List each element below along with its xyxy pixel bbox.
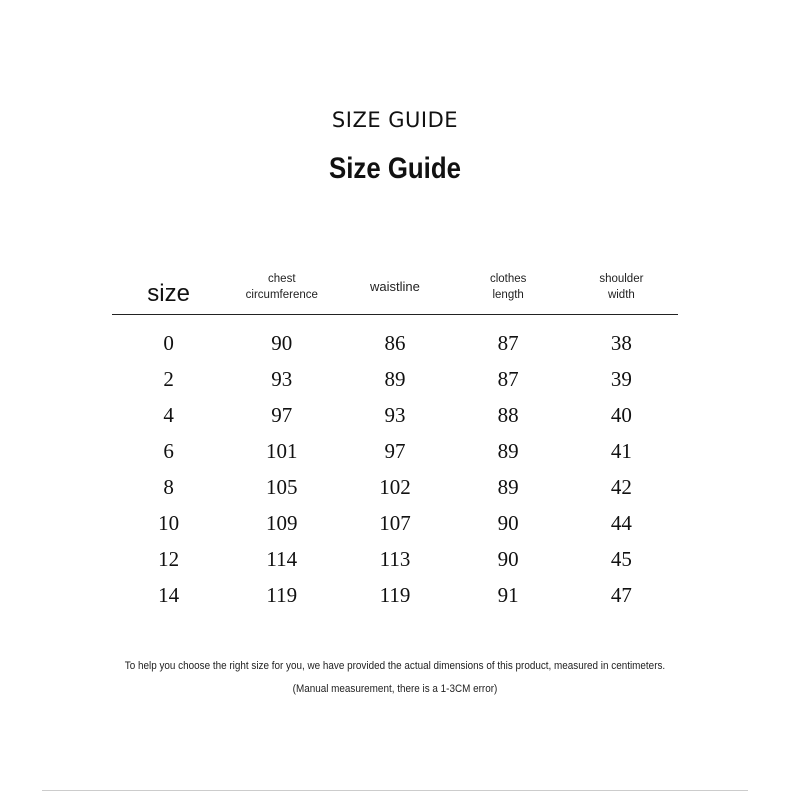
error-note: (Manual measurement, there is a 1-3CM error)	[292, 683, 498, 695]
cell-size: 4	[163, 402, 174, 427]
cell-chest: 93	[271, 366, 293, 391]
cell-length: 90	[497, 546, 519, 571]
cell-length: 91	[497, 582, 519, 607]
page-title: Size Guide	[329, 152, 461, 185]
column-header-label: shoulder	[599, 273, 644, 285]
cell-waist: 97	[384, 438, 406, 463]
cell-chest: 101	[266, 438, 298, 463]
cell-waist: 107	[379, 510, 411, 535]
table-row	[112, 433, 678, 469]
column-header-label: waistline	[370, 279, 420, 294]
cell-shoulder: 40	[610, 402, 632, 427]
column-header-shoulder	[565, 260, 678, 315]
column-header-label: size	[147, 280, 190, 307]
column-header-label: chest	[268, 273, 296, 285]
column-header-chest	[225, 260, 338, 315]
column-header-label: length	[492, 289, 524, 301]
cell-waist: 86	[384, 330, 406, 355]
cell-waist: 89	[384, 366, 406, 391]
cell-size: 0	[163, 330, 174, 355]
cell-chest: 114	[266, 546, 298, 571]
table-row	[112, 315, 678, 362]
bottom-divider	[42, 790, 748, 791]
cell-size: 10	[158, 510, 180, 535]
column-header-label: circumference	[245, 289, 318, 301]
cell-waist: 93	[384, 402, 406, 427]
cell-size: 6	[163, 438, 174, 463]
size-table-header	[112, 260, 678, 315]
cell-size: 14	[158, 582, 180, 607]
cell-shoulder: 42	[610, 474, 632, 499]
table-row	[112, 361, 678, 397]
cell-shoulder: 39	[610, 366, 632, 391]
cell-shoulder: 38	[610, 330, 632, 355]
cell-length: 89	[497, 474, 519, 499]
cell-chest: 109	[266, 510, 298, 535]
cell-chest: 105	[266, 474, 298, 499]
page-subtitle: SIZE GUIDE	[331, 108, 459, 132]
cell-waist: 113	[379, 546, 411, 571]
column-header-length	[452, 260, 565, 315]
size-table-body	[112, 315, 678, 614]
cell-size: 12	[158, 546, 180, 571]
column-header-label: clothes	[489, 273, 527, 285]
column-header-label: width	[607, 289, 635, 301]
table-row	[112, 505, 678, 541]
cell-shoulder: 45	[610, 546, 632, 571]
cell-size: 8	[163, 474, 174, 499]
table-row	[112, 469, 678, 505]
size-table	[112, 260, 678, 613]
header-row	[112, 260, 678, 315]
cell-shoulder: 41	[610, 438, 632, 463]
cell-chest: 90	[271, 330, 293, 355]
cell-length: 87	[497, 330, 519, 355]
cell-waist: 102	[379, 474, 411, 499]
cell-shoulder: 44	[610, 510, 632, 535]
cell-chest: 97	[271, 402, 293, 427]
cell-length: 88	[497, 402, 519, 427]
table-row	[112, 577, 678, 613]
cell-shoulder: 47	[610, 582, 632, 607]
cell-length: 90	[497, 510, 519, 535]
cell-size: 2	[163, 366, 174, 391]
table-row	[112, 541, 678, 577]
table-row	[112, 397, 678, 433]
column-header-size	[112, 260, 225, 315]
cell-chest: 119	[266, 582, 298, 607]
measurement-note: To help you choose the right size for you, we have provided the actual dimensions of this product, measured in centimeters.	[124, 660, 666, 672]
cell-waist: 119	[379, 582, 411, 607]
column-header-waist	[338, 260, 451, 315]
cell-length: 89	[497, 438, 519, 463]
cell-length: 87	[497, 366, 519, 391]
